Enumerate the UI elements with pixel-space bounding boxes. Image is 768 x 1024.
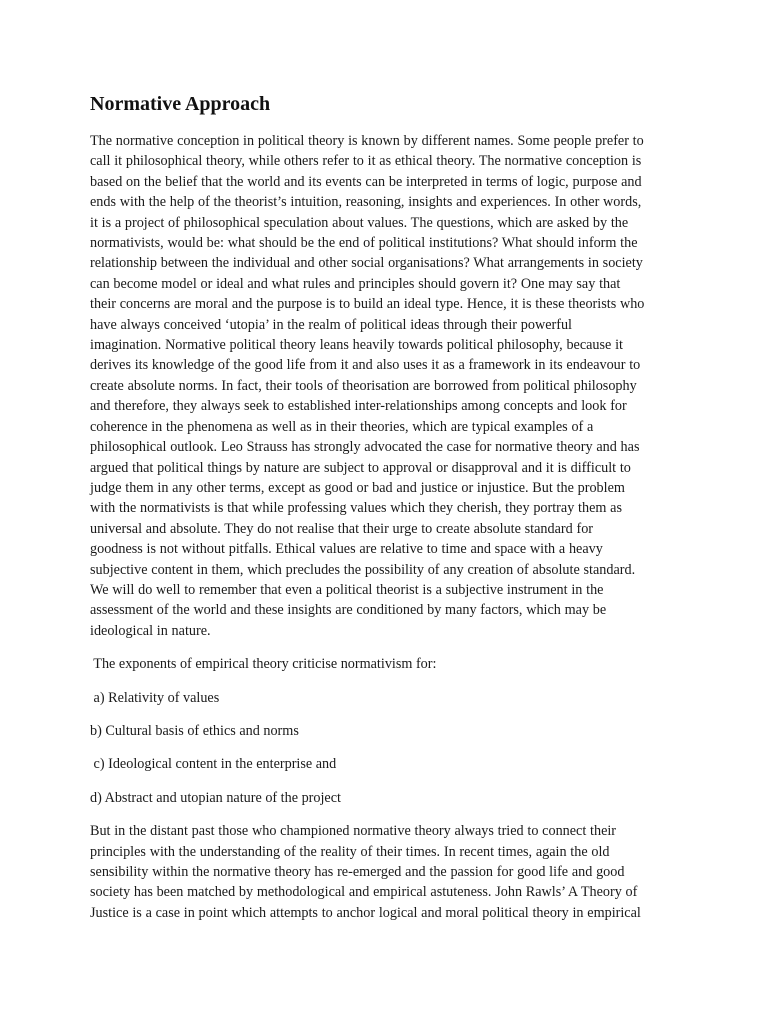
text-line: subjective content in them, which precludes the possibility of any creation of absolute standard. xyxy=(90,561,636,578)
text-line: normativists, would be: what should be the end of political institutions? What should inform the xyxy=(90,235,638,252)
text-line: judge them in any other terms, except as good or bad and justice or injustice. But the problem xyxy=(90,479,625,496)
list-item-relativity: a) Relativity of values xyxy=(90,689,220,706)
text-line: goodness is not without pitfalls. Ethical values are relative to time and space with a heavy xyxy=(90,541,603,558)
text-line: But in the distant past those who championed normative theory always tried to connect their xyxy=(90,823,617,840)
list-item-abstract-utopian: d) Abstract and utopian nature of the project xyxy=(90,789,341,806)
text-line: it is a project of philosophical speculation about values. The questions, which are asked by the xyxy=(90,214,629,231)
text-line: based on the belief that the world and its events can be interpreted in terms of logic, purpose and xyxy=(90,173,642,190)
text-line: assessment of the world and these insights are conditioned by many factors, which may be xyxy=(90,602,607,619)
text-line: ends with the help of the theorist’s intuition, reasoning, insights and experiences. In other words, xyxy=(90,194,642,211)
text-line: universal and absolute. They do not realise that their urge to create absolute standard for xyxy=(90,520,594,537)
text-line: We will do well to remember that even a political theorist is a subjective instrument in the xyxy=(90,581,604,598)
text-line: society has been matched by methodological and empirical astuteness. John Rawls’ A Theory of xyxy=(90,884,638,901)
text-line: can become model or ideal and what rules and principles should govern it? One may say that xyxy=(90,275,621,292)
list-item-cultural-basis: b) Cultural basis of ethics and norms xyxy=(90,722,299,739)
text-line: imagination. Normative political theory leans heavily towards political philosophy, because it xyxy=(90,337,623,354)
page-title: Normative Approach xyxy=(90,93,271,115)
text-line: coherence in the phenomena as well as in their theories, which are typical examples of a xyxy=(90,418,594,435)
text-line: Justice is a case in point which attempts to anchor logical and moral political theory in empirical xyxy=(90,904,641,921)
document-page xyxy=(90,91,676,923)
text-line: with the normativists is that while professing values which they cherish, they portray them as xyxy=(90,500,622,517)
text-line: philosophical outlook. Leo Strauss has strongly advocated the case for normative theory and has xyxy=(90,439,640,456)
text-line: argued that political things by nature are subject to approval or disapproval and it is difficult to xyxy=(90,459,631,476)
text-line: their concerns are moral and the purpose is to build an ideal type. Hence, it is these theorists who xyxy=(90,296,645,313)
list-item-ideological-content: c) Ideological content in the enterprise and xyxy=(90,756,337,773)
paragraph-normative-conception xyxy=(90,131,676,641)
text-line: relationship between the individual and other social organisations? What arrangements in society xyxy=(90,255,643,272)
text-line: sensibility within the normative theory has re-emerged and the passion for good life and good xyxy=(90,864,625,880)
list-intro: The exponents of empirical theory criticise normativism for: xyxy=(90,656,437,673)
text-line: principles with the understanding of the reality of their times. In recent times, again the old xyxy=(90,843,610,860)
text-line: The normative conception in political theory is known by different names. Some people prefer to xyxy=(90,133,644,149)
text-line: derives its knowledge of the good life from it and also uses it as a framework in its endeavour to xyxy=(90,357,641,374)
text-line: have always conceived ‘utopia’ in the realm of political ideas through their powerful xyxy=(90,316,572,333)
text-line: call it philosophical theory, while others refer to it as ethical theory. The normative conception is xyxy=(90,153,642,170)
paragraph-distant-past xyxy=(90,821,676,923)
text-line: ideological in nature. xyxy=(90,622,211,639)
text-line: create absolute norms. In fact, their tools of theorisation are borrowed from political philosophy xyxy=(90,377,637,394)
text-line: and therefore, they always seek to established inter-relationships among concepts and look for xyxy=(90,398,627,415)
